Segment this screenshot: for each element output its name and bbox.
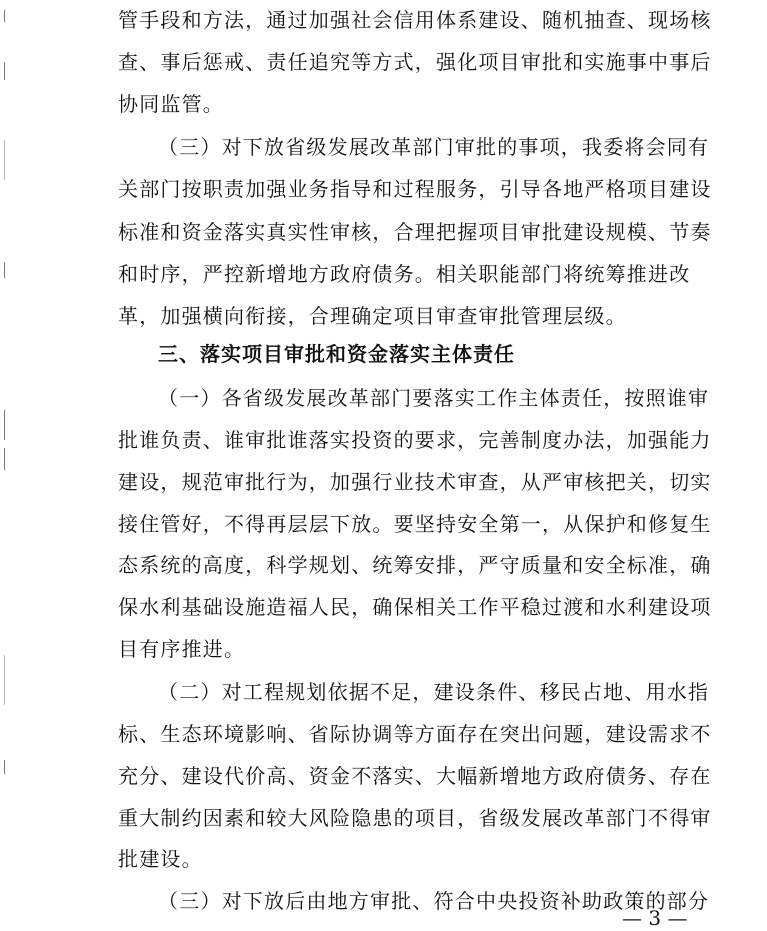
binding-margin: [0, 0, 12, 928]
text-line-22: （三）对下放后由地方审批、符合中央投资补助政策的部分: [158, 889, 710, 913]
text-line-3: 协同监管。: [118, 92, 224, 116]
margin-tick: [4, 140, 5, 180]
text-line-10: （一）各省级发展改革部门要落实工作主体责任，按照谁审: [158, 386, 710, 410]
text-line-17: （二）对工程规划依据不足，建设条件、移民占地、用水指: [158, 680, 710, 704]
text-line-2: 查、事后惩戒、责任追究等方式，强化项目审批和实施事中事后: [118, 50, 712, 74]
text-line-18: 标、生态环境影响、省际协调等方面存在突出问题，建设需求不: [118, 722, 712, 746]
text-line-4: （三）对下放省级发展改革部门审批的事项，我委将会同有: [158, 135, 710, 159]
section-heading: 三、落实项目审批和资金落实主体责任: [158, 342, 515, 366]
margin-tick: [4, 760, 5, 774]
text-line-20: 重大制约因素和较大风险隐患的项目，省级发展改革部门不得审: [118, 806, 712, 830]
margin-tick: [4, 262, 5, 278]
margin-tick: [4, 655, 5, 705]
text-line-15: 保水利基础设施造福人民，确保相关工作平稳过渡和水利建设项: [118, 595, 712, 619]
text-line-13: 接住管好，不得再层层下放。要坚持安全第一，从保护和修复生: [118, 512, 712, 536]
text-line-6: 标准和资金落实真实性审核，合理把握项目审批建设规模、节奏: [118, 220, 712, 244]
text-line-5: 关部门按职责加强业务指导和过程服务，引导各地严格项目建设: [118, 177, 712, 201]
margin-tick: [4, 10, 5, 22]
margin-tick: [4, 62, 5, 80]
text-line-8: 革，加强横向衔接，合理确定项目审查审批管理层级。: [118, 304, 627, 328]
page-number: — 3 —: [622, 906, 688, 930]
margin-tick: [4, 448, 5, 470]
text-line-11: 批谁负责、谁审批谁落实投资的要求，完善制度办法，加强能力: [118, 428, 712, 452]
text-line-19: 充分、建设代价高、资金不落实、大幅新增地方政府债务、存在: [118, 764, 712, 788]
text-line-21: 批建设。: [118, 847, 203, 871]
text-line-7: 和时序，严控新增地方政府债务。相关职能部门将统筹推进改: [118, 262, 691, 286]
text-line-16: 目有序推进。: [118, 637, 246, 661]
text-line-12: 建设，规范审批行为，加强行业技术审查，从严审核把关，切实: [118, 470, 712, 494]
text-line-14: 态系统的高度，科学规划、统筹安排，严守质量和安全标准，确: [118, 553, 712, 577]
margin-tick: [4, 410, 5, 440]
text-line-1: 管手段和方法，通过加强社会信用体系建设、随机抽查、现场核: [118, 8, 712, 32]
